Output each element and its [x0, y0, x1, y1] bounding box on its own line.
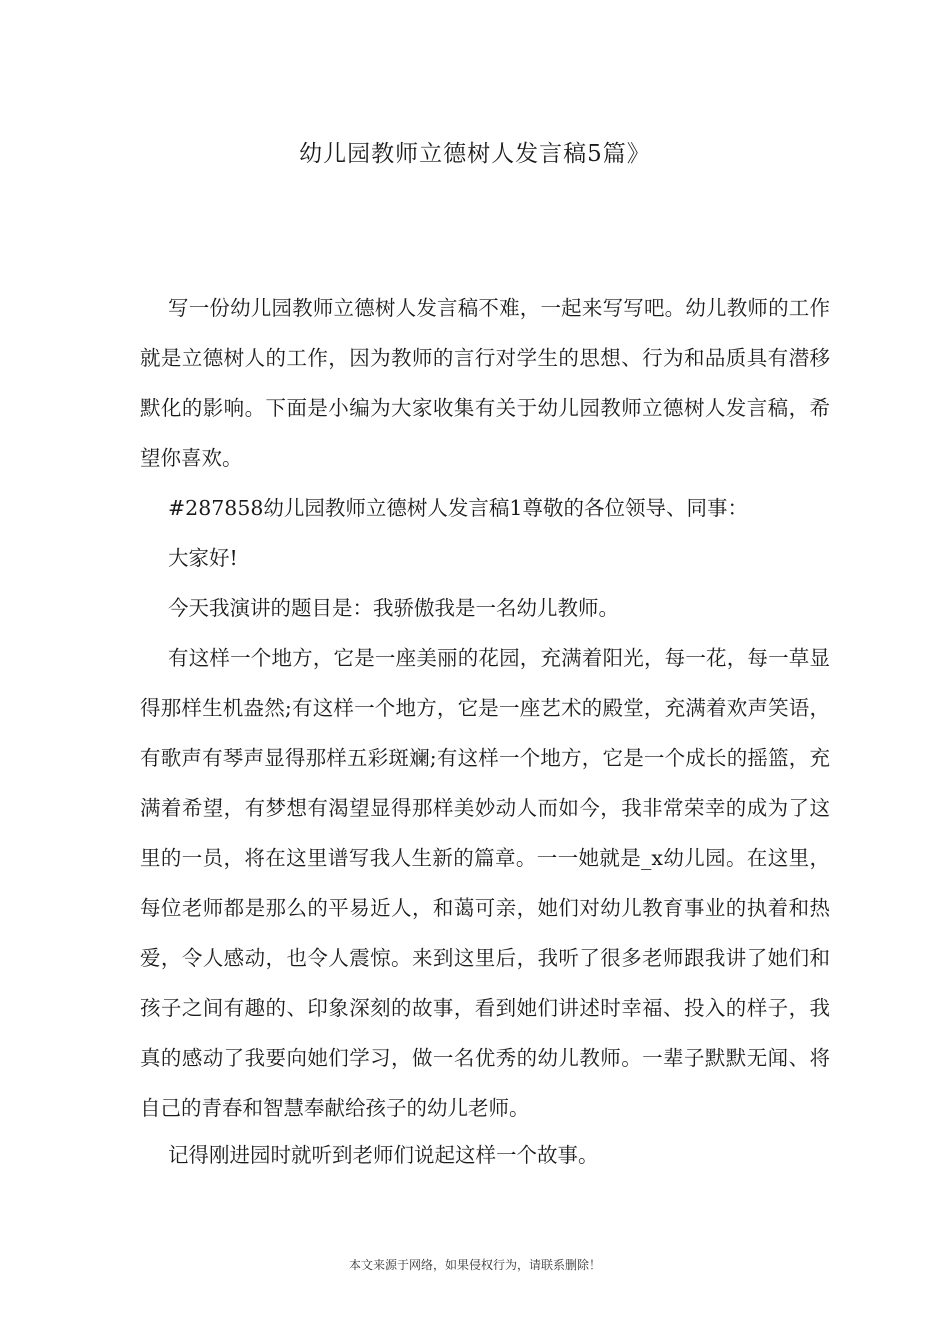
footer-disclaimer: 本文来源于网络，如果侵权行为，请联系删除！	[348, 1258, 601, 1272]
document-title: 幼儿园教师立德树人发言稿5篇》	[299, 141, 651, 167]
document-body	[140, 283, 830, 1177]
intro-paragraph: 写一份幼儿园教师立德树人发言稿不难，一起来写写吧。幼儿教师的工作就是立德树人的工作，因为教师的言行对学生的思想、行为和品质具有潜移默化的影响。下面是小编为大家收集有关于幼儿园教师立德树人发言稿，希望你喜欢。	[140, 296, 830, 470]
main-paragraph: 有这样一个地方，它是一座美丽的花园，充满着阳光，每一花，每一草显得那样生机盎然;有这样一个地方，它是一座艺术的殿堂，充满着欢声笑语，有歌声有琴声显得那样五彩斑斓;有这样一个地方，它是一个成长的摇篮，充满着希望，有梦想有渴望显得那样美妙动人而如今，我非常荣幸的成为了这里的一员，将在这里谱写我人生新的篇章。一一她就是_x幼儿园。在这里，每位老师都是那么的平易近人，和蔼可亲，她们对幼儿教育事业的执着和热爱，令人感动，也令人震惊。来到这里后，我听了很多老师跟我讲了她们和孩子之间有趣的、印象深刻的故事，看到她们讲述时幸福、投入的样子，我真的感动了我要向她们学习，做一名优秀的幼儿教师。一辈子默默无闻、将自己的青春和智慧奉献给孩子的幼儿老师。	[140, 646, 830, 1120]
topic-paragraph: 今天我演讲的题目是：我骄傲我是一名幼儿教师。	[168, 596, 619, 620]
story-paragraph: 记得刚进园时就听到老师们说起这样一个故事。	[168, 1143, 599, 1167]
speech-heading-paragraph: #287858幼儿园教师立德树人发言稿1尊敬的各位领导、同事：	[168, 496, 748, 520]
greeting-paragraph: 大家好!	[168, 546, 238, 570]
